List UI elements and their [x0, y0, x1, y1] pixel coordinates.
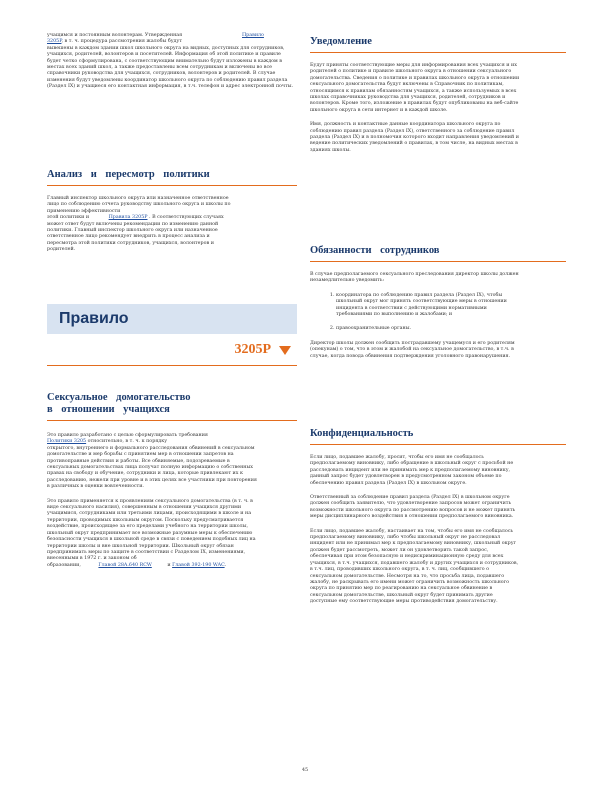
harassment-text-6: и — [167, 562, 171, 568]
analysis-section — [47, 169, 297, 254]
harassment-text-2: относительно, в т. ч. к порядку — [87, 439, 168, 445]
intro-line-2: , в т. ч. процедура рассмотрения жалобы будут — [61, 39, 182, 45]
intro-text: вывешены в каждом здании школ школьного округа на видных, доступных для сотрудников, учащихся, родителей, волонтеров и посетителей. Информация об этой политике и правиле будет четко сформулирована, с соответствующим внимательно будут изложены в каждом в местах всех зданий школ, а также предоставлены всем сотрудникам и включены во все справочники руководства для учащихся, сотрудников, волонтеров и родителей. В случае изменения будут уведомлены координатор школьного округа по соблюдению правил раздела (Раздел IX) и учащиеся его контактная информация, в т.ч. телефон и адрес электронной почты. — [47, 45, 294, 90]
rule-banner-label: Правило — [59, 310, 129, 327]
notice-text-1: Будут приняты соответствующие меры для информирования всех учащихся и их родителей о политике и правиле школьного округа в отношении сексуального домогательства. Сведения о политике и правилах школьного округа в отношении сексуального домогательства будут включены в Справочник по политикам, относящимся к правилам обязанностям учащихся, а также используемых в всех школах справочниках руководства для учащихся, родителей, сотрудников и волонтеров. Кроме того, изложение в правилах будут опубликованы на веб-сайте школьного округа в сети интернет и в каждой школе. — [310, 63, 520, 113]
harassment-heading-2: в отношении учащихся — [47, 404, 170, 415]
analysis-text-2: этой политики и — [47, 215, 90, 221]
duties-list-item: 2. правоохранительные органы. — [336, 326, 520, 332]
rule-banner — [47, 304, 297, 334]
rule-number-row — [47, 342, 297, 358]
harassment-heading-1: Сексуальное домогательство — [47, 392, 191, 403]
analysis-text-4: может ответ будут включены рекомендации по изменению данной политики. Главный инспектор школьного округа или назначенное ответственное лицо рекомендует внедрить в процесс анализа и пересмотра этой политики сотрудников, учащихся, волонтеров и родителей. — [47, 221, 219, 253]
duties-list — [310, 293, 520, 333]
duties-intro: В случае предполагаемого сексуального преследования директор школы должен незамедлительно уведомить: — [310, 272, 519, 284]
duties-heading-rule — [310, 261, 566, 262]
confidentiality-text-3: Если лицо, подавшее жалобу, настаивает на том, чтобы его имя не сообщалось предполагаемому виновнику, либо чтобы школьный округ не расследовал инцидент или не принимал мер к предполагаемому виновнику, школьный округ должен будет рассмотреть, может ли он удовлетворить такой запрос, обеспечивая при этом безопасную и недискриминационную среду для всех учащихся, в т.ч. учащихся, подавшего жалобу и других учащихся и сотрудников, в т.ч. лиц, проводивших школьного округа, в т. ч. лиц, сообщившего о сексуальном домогательстве. Несмотря на то, что просьба лица, подавшего жалобу, не раскрывать его имени может ограничить возможность школьного округа по принятию мер по реагированию на сексуальное обвинение в сексуальном домогательстве, школьный округ будет принимать другие доступные ему соответствующие меры противодействия домогательству. — [310, 528, 519, 605]
duties-list-item: 1. координатора по соблюдению правил раздела (Раздел IX), чтобы школьный округ мог принять соответствующие меры в отношении инцидента в соответствии с действующими нормативными требованиями по выполнению и жалобами; и — [336, 293, 520, 319]
duties-section — [310, 245, 566, 360]
analysis-text-1: Главный инспектор школьного округа или назначенное ответственное лицо по соблюдению отчета руководству школьного округа и школы по применению эффективности — [47, 196, 231, 214]
confidentiality-heading-rule — [310, 444, 566, 445]
duties-text-2: Директор школы должен сообщить пострадавшему учащемуся и его родителям (опекунам) о том, что в этом и жалобой на сексуальное домогательство, в т.ч. в случае, когда повода обвинения подтверждения уголовного правонарушения. — [310, 340, 515, 359]
notice-heading: Уведомление — [310, 36, 372, 47]
harassment-text-7: . — [224, 562, 227, 568]
confidentiality-text-1: Если лицо, подавшее жалобу, просит, чтобы его имя не сообщалось предполагаемому виновнику, либо обращение в школьный округ с просьбой не расследовать инцидент или не принимать мер к предполагаемому виновнику, данный запрос будет удовлетворен в предусмотренном законом объеме по обеспечению правил раздела (Раздел IX) в школьном округе. — [310, 455, 514, 486]
notice-text-2: Имя, должность и контактные данные координатора школьного округа по соблюдению правил раздела (Раздел IX), ответственного за соблюдение правил раздела (Раздел IX) и в полномочия которого входит направления уведомлений и ведение политических уведомлений о правилах, в том числе, на видных местах в зданиях школы. — [310, 122, 519, 153]
rule-number: 3205P — [234, 342, 271, 357]
rule-number-underline — [47, 365, 297, 366]
analysis-heading: Анализ и пересмотр политики — [47, 169, 210, 180]
intro-block — [47, 33, 297, 91]
intro-line-1: учащимся и постоянным волонтерам. Утвержденная — [47, 33, 183, 38]
harassment-text-1: Это правило разработано с целью сформулировать требования — [47, 433, 208, 438]
wac-link[interactable]: Главой 392-190 WAC — [172, 562, 225, 568]
confidentiality-heading: Конфиденциальность — [310, 428, 414, 439]
rule-3205p-link[interactable]: Правила 3205P — [108, 215, 148, 221]
confidentiality-section — [310, 428, 566, 606]
page-number: 45 — [301, 767, 309, 773]
analysis-heading-rule — [47, 185, 297, 186]
duties-heading: Обязанности сотрудников — [310, 245, 440, 256]
notice-heading-rule — [310, 52, 566, 53]
rule-number-link[interactable]: 3205P — [47, 39, 62, 45]
harassment-text-3: открытого, внутреннего и формального расследования обвинений в сексуальном домогательстве и мер борьбы с принятием мер в отношении запретов на противоправные действия и работы. Все обвиняемые, подозреваемые в сексуальных домогательствах лица получат полную информацию о собственных правах на свободу и обучение, сотрудники и лица, которые привлекают их к расследованию, нежели при уровне и в этих целях все участники при повторения в различных в оценки вовлеченности. — [47, 445, 257, 490]
rule-link[interactable]: Правило — [242, 33, 264, 38]
rcw-link[interactable]: Главой 28A.640 RCW — [98, 562, 152, 568]
analysis-text-3: . В соответствующих случаях — [149, 215, 224, 221]
harassment-section — [47, 392, 297, 569]
harassment-text-5: образовании, — [47, 562, 81, 568]
policy-3205-link[interactable]: Политики 3205 — [47, 439, 87, 445]
notice-section — [310, 36, 566, 154]
confidentiality-text-2: Ответственный за соблюдение правил раздела (Раздел IX) в школьном округе должен сообщить заявителю, что удовлетворение запросов может ограничить возможности школьного округа по рассмотрению вопросов и не может принять меры дисциплинарного воздействия в отношении предполагаемого виновника. — [310, 495, 516, 520]
harassment-text-4: Это правило применяется к проявлениям сексуального домогательства (в т. ч. в виде сексуального насилия), совершенным в отношении учащихся другими учащимися, сотрудниками или третьими лицами, происходящими в школе и на территории, проводимых школьным округом. Поскольку предусматривается воздействие, происходящее за его пределами учебного на территории школы, школьный округ предпринимает все возможные разумные меры к обеспечению безопасности учащихся в школьной среде в связи с поведением подобных лиц на территории школы и вне школьной территории. Школьный округ обязан предпринимать меры по защите в соответствии с Разделом IX, изменениями, внесенными в 1972 г. и законом об — [47, 498, 256, 562]
triangle-down-icon — [279, 346, 291, 355]
harassment-heading-rule — [47, 420, 297, 421]
